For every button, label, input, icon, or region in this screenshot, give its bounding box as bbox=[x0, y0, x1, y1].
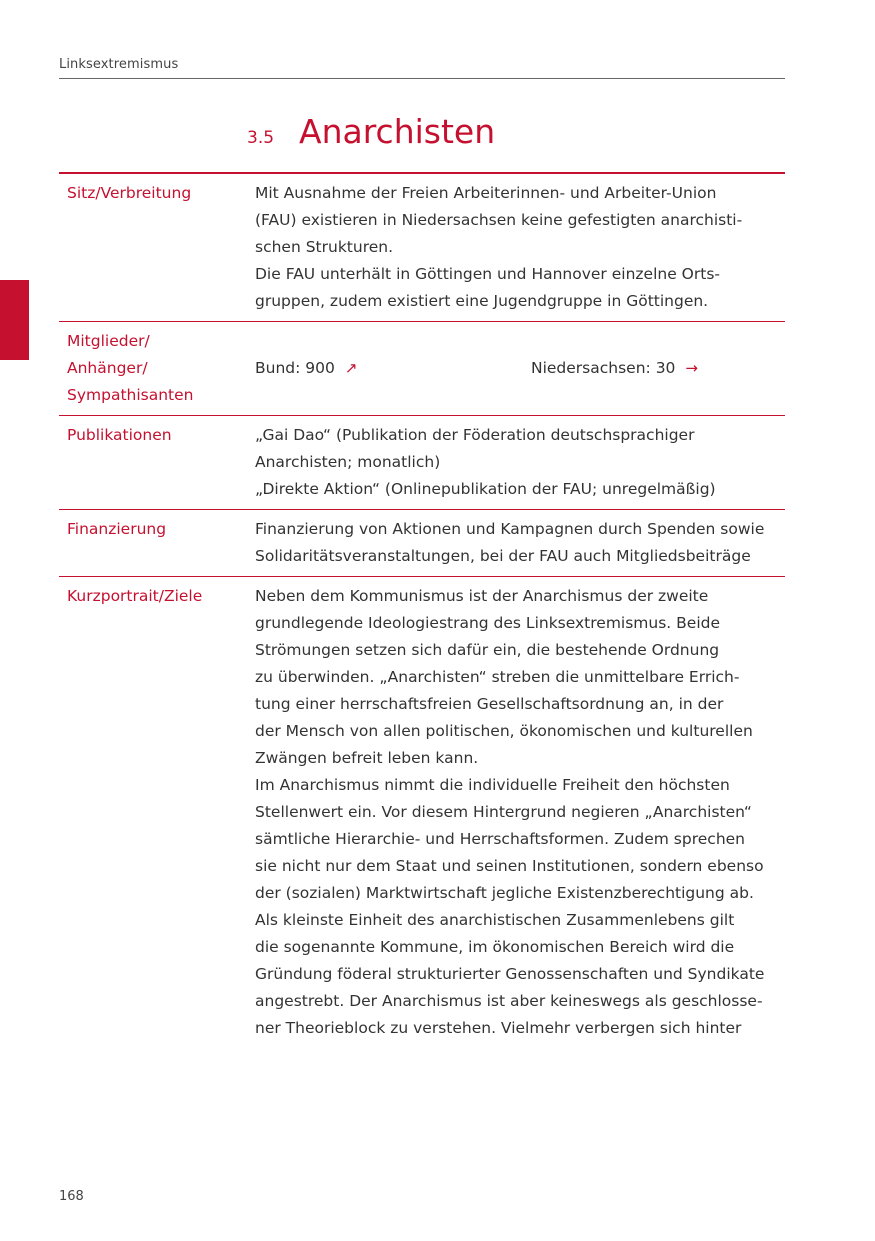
stat-niedersachsen bbox=[531, 355, 698, 382]
row-content-sitz bbox=[255, 180, 785, 315]
row-kurzportrait bbox=[59, 577, 785, 1048]
section-title: Anarchisten bbox=[299, 112, 496, 151]
text-line: Strömungen setzen sich dafür ein, die bestehende Ordnung bbox=[255, 641, 720, 659]
arrow-right-icon: → bbox=[685, 359, 698, 377]
row-content-finanzierung bbox=[255, 516, 785, 570]
chapter-side-tab bbox=[0, 280, 29, 360]
row-label-publikationen: Publikationen bbox=[67, 426, 172, 444]
text-line: Neben dem Kommunismus ist der Anarchismus der zweite bbox=[255, 587, 709, 605]
label-line: Sympathisanten bbox=[67, 386, 194, 404]
text-line: „Gai Dao“ (Publikation der Föderation deutschsprachiger bbox=[255, 426, 695, 444]
text-line: (FAU) existieren in Niedersachsen keine gefestigten anarchisti- bbox=[255, 211, 743, 229]
text-line: Solidaritätsveranstaltungen, bei der FAU auch Mitgliedsbeiträge bbox=[255, 547, 751, 565]
label-line: Mitglieder/ bbox=[67, 332, 150, 350]
text-line: Die FAU unterhält in Göttingen und Hannover einzelne Orts- bbox=[255, 265, 720, 283]
text-line: grundlegende Ideologiestrang des Linksextremismus. Beide bbox=[255, 614, 721, 632]
section-number: 3.5 bbox=[247, 128, 275, 148]
running-header: Linksextremismus bbox=[59, 57, 179, 72]
text-line: der (sozialen) Marktwirtschaft jegliche Existenzberechtigung ab. bbox=[255, 884, 754, 902]
text-line: Im Anarchismus nimmt die individuelle Freiheit den höchsten bbox=[255, 776, 730, 794]
row-mitglieder bbox=[59, 322, 785, 416]
text-line: zu überwinden. „Anarchisten“ streben die unmittelbare Errich- bbox=[255, 668, 740, 686]
header-rule bbox=[59, 78, 785, 79]
label-line: Anhänger/ bbox=[67, 359, 148, 377]
row-label-mitglieder bbox=[59, 328, 255, 409]
row-content-mitglieder bbox=[255, 328, 785, 409]
text-line: Anarchisten; monatlich) bbox=[255, 453, 441, 471]
arrow-up-right-icon: ↗ bbox=[344, 359, 358, 377]
text-line: angestrebt. Der Anarchismus ist aber keineswegs als geschlosse- bbox=[255, 992, 763, 1010]
text-line: Zwängen befreit leben kann. bbox=[255, 749, 479, 767]
text-line: sämtliche Hierarchie- und Herrschaftsformen. Zudem sprechen bbox=[255, 830, 745, 848]
row-finanzierung bbox=[59, 510, 785, 577]
row-label-kurzportrait: Kurzportrait/Ziele bbox=[67, 587, 203, 605]
row-content-kurzportrait bbox=[255, 583, 785, 1042]
row-sitz-verbreitung bbox=[59, 174, 785, 322]
text-line: Finanzierung von Aktionen und Kampagnen durch Spenden sowie bbox=[255, 520, 765, 538]
text-line: die sogenannte Kommune, im ökonomischen Bereich wird die bbox=[255, 938, 735, 956]
row-label-finanzierung: Finanzierung bbox=[67, 520, 167, 538]
info-table bbox=[59, 174, 785, 1048]
text-line: gruppen, zudem existiert eine Jugendgruppe in Göttingen. bbox=[255, 292, 709, 310]
stat-bund bbox=[255, 355, 531, 382]
stat-bund-label: Bund: 900 bbox=[255, 359, 335, 377]
text-line: Als kleinste Einheit des anarchistischen Zusammenlebens gilt bbox=[255, 911, 735, 929]
row-content-publikationen bbox=[255, 422, 785, 503]
text-line: tung einer herrschaftsfreien Gesellschaftsordnung an, in der bbox=[255, 695, 724, 713]
text-line: Stellenwert ein. Vor diesem Hintergrund negieren „Anarchisten“ bbox=[255, 803, 752, 821]
row-label-sitz: Sitz/Verbreitung bbox=[67, 184, 192, 202]
text-line: Gründung föderal strukturierter Genossenschaften und Syndikate bbox=[255, 965, 765, 983]
text-line: ner Theorieblock zu verstehen. Vielmehr verbergen sich hinter bbox=[255, 1019, 742, 1037]
text-line: schen Strukturen. bbox=[255, 238, 394, 256]
section-heading bbox=[247, 112, 495, 151]
text-line: sie nicht nur dem Staat und seinen Institutionen, sondern ebenso bbox=[255, 857, 764, 875]
stat-niedersachsen-label: Niedersachsen: 30 bbox=[531, 359, 676, 377]
row-publikationen bbox=[59, 416, 785, 510]
text-line: Mit Ausnahme der Freien Arbeiterinnen- und Arbeiter-Union bbox=[255, 184, 717, 202]
text-line: der Mensch von allen politischen, ökonomischen und kulturellen bbox=[255, 722, 753, 740]
text-line: „Direkte Aktion“ (Onlinepublikation der FAU; unregelmäßig) bbox=[255, 480, 716, 498]
page-number: 168 bbox=[59, 1189, 84, 1204]
